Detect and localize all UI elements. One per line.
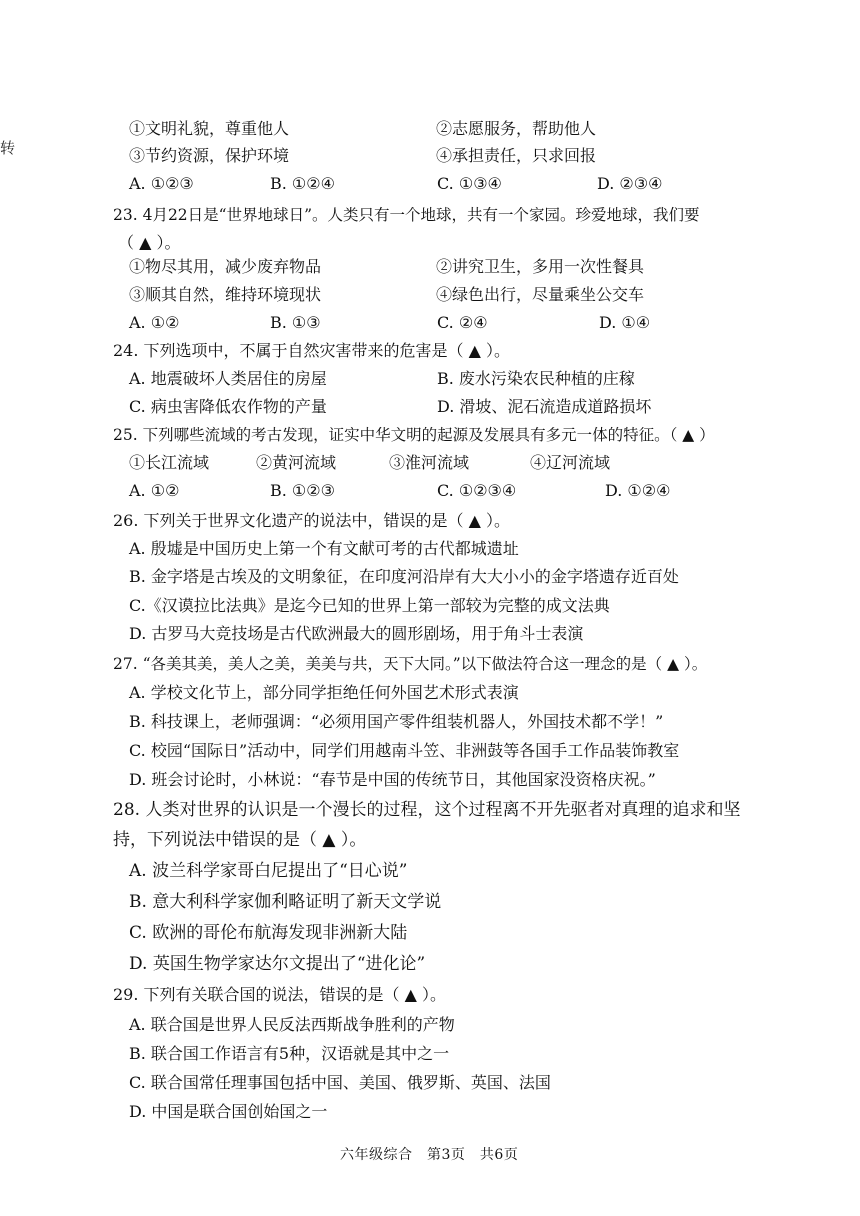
q28-choice-d: D. 英国生物学家达尔文提出了“进化论” xyxy=(129,954,426,974)
q25-option-2: ②黄河流域 xyxy=(256,453,337,472)
q22-choice-d: D. ②③④ xyxy=(597,174,663,193)
q29-choice-a: A. 联合国是世界人民反法西斯战争胜利的产物 xyxy=(129,1015,455,1034)
q29-choice-b: B. 联合国工作语言有5种，汉语就是其中之一 xyxy=(129,1044,450,1063)
q23-choice-d: D. ①④ xyxy=(599,313,651,332)
q22-option-3: ③节约资源，保护环境 xyxy=(129,146,290,165)
q26-choice-d: D. 古罗马大竞技场是古代欧洲最大的圆形剧场，用于角斗士表演 xyxy=(129,624,584,643)
q22-choice-a: A. ①②③ xyxy=(129,174,194,193)
edge-fragment: 转 xyxy=(0,139,16,157)
q28-choice-c: C. 欧洲的哥伦布航海发现非洲新大陆 xyxy=(129,923,408,943)
q25-option-1: ①长江流域 xyxy=(129,453,210,472)
q23-stem-line-2: （ ▲ ）。 xyxy=(118,233,181,252)
page-footer: 六年级综合 第3页 共6页 xyxy=(340,1147,519,1163)
q25-choice-b: B. ①②③ xyxy=(270,481,335,500)
q27-stem: 27. “各美其美，美人之美，美美与共，天下大同。”以下做法符合这一理念的是（ ▲ ）。 xyxy=(113,655,708,673)
q24-choice-b: B. 废水污染农民种植的庄稼 xyxy=(437,369,635,388)
q24-stem: 24. 下列选项中，不属于自然灾害带来的危害是（ ▲ ）。 xyxy=(113,341,511,360)
q23-choice-b: B. ①③ xyxy=(270,313,321,332)
q27-choice-c: C. 校园“国际日”活动中，同学们用越南斗笠、非洲鼓等各国手工作品装饰教室 xyxy=(129,741,680,760)
q25-choice-c: C. ①②③④ xyxy=(437,481,517,500)
q27-choice-d: D. 班会讨论时，小林说：“春节是中国的传统节日，其他国家没资格庆祝。” xyxy=(129,770,656,789)
q28-stem-line-2: 持，下列说法中错误的是（ ▲ ）。 xyxy=(113,830,367,850)
q23-stem-line-1: 23. 4月22日是“世界地球日”。人类只有一个地球，共有一个家园。珍爱地球，我们要 xyxy=(113,206,700,224)
q29-choice-c: C. 联合国常任理事国包括中国、美国、俄罗斯、英国、法国 xyxy=(129,1073,551,1092)
q27-choice-a: A. 学校文化节上，部分同学拒绝任何外国艺术形式表演 xyxy=(129,683,519,702)
q28-choice-a: A. 波兰科学家哥白尼提出了“日心说” xyxy=(129,861,408,881)
q22-option-4: ④承担责任，只求回报 xyxy=(436,146,597,165)
q28-stem-line-1: 28. 人类对世界的认识是一个漫长的过程，这个过程离不开先驱者对真理的追求和坚 xyxy=(113,800,741,820)
q25-stem: 25. 下列哪些流域的考古发现，证实中华文明的起源及发展具有多元一体的特征。（ ▲ ） xyxy=(113,426,715,444)
q26-stem: 26. 下列关于世界文化遗产的说法中，错误的是（ ▲ ）。 xyxy=(113,511,511,530)
q23-option-1: ①物尽其用，减少废弃物品 xyxy=(129,257,322,276)
q26-choice-c: C.《汉谟拉比法典》是迄今已知的世界上第一部较为完整的成文法典 xyxy=(129,596,610,615)
q24-choice-d: D. 滑坡、泥石流造成道路损坏 xyxy=(437,397,652,416)
q25-option-3: ③淮河流域 xyxy=(389,453,470,472)
q23-choice-a: A. ①② xyxy=(129,313,180,332)
q23-choice-c: C. ②④ xyxy=(437,313,488,332)
q25-choice-d: D. ①②④ xyxy=(605,481,671,500)
q25-option-4: ④辽河流域 xyxy=(530,453,611,472)
q23-option-3: ③顺其自然，维持环境现状 xyxy=(129,285,322,304)
q29-stem: 29. 下列有关联合国的说法，错误的是（ ▲ ）。 xyxy=(113,985,447,1004)
q26-choice-b: B. 金字塔是古埃及的文明象征，在印度河沿岸有大大小小的金字塔遗存近百处 xyxy=(129,567,679,586)
q29-choice-d: D. 中国是联合国创始国之一 xyxy=(129,1102,328,1121)
q22-choice-b: B. ①②④ xyxy=(270,174,335,193)
q23-option-4: ④绿色出行，尽量乘坐公交车 xyxy=(436,285,645,304)
q22-choice-c: C. ①③④ xyxy=(437,174,502,193)
q22-option-1: ①文明礼貌，尊重他人 xyxy=(129,119,290,138)
q25-choice-a: A. ①② xyxy=(129,481,180,500)
q28-choice-b: B. 意大利科学家伽利略证明了新天文学说 xyxy=(129,892,442,912)
q24-choice-c: C. 病虫害降低农作物的产量 xyxy=(129,397,327,416)
q26-choice-a: A. 殷墟是中国历史上第一个有文献可考的古代都城遗址 xyxy=(129,539,519,558)
q24-choice-a: A. 地震破坏人类居住的房屋 xyxy=(129,369,327,388)
q27-choice-b: B. 科技课上，老师强调：“必须用国产零件组装机器人，外国技术都不学！” xyxy=(129,712,664,731)
q23-option-2: ②讲究卫生，多用一次性餐具 xyxy=(436,257,645,276)
q22-option-2: ②志愿服务，帮助他人 xyxy=(436,119,597,138)
